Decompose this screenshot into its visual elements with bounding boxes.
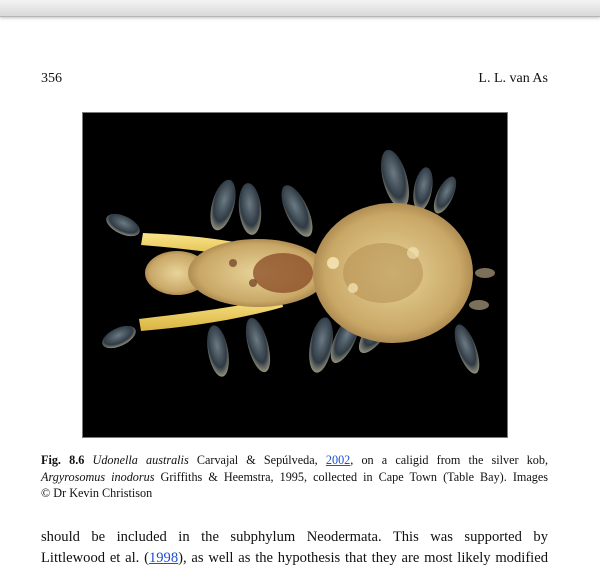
species-name: Udonella australis [92,453,189,467]
body-line-1: should be included in the subphylum Neodermata. This was supported by [41,529,548,545]
citation-link-1998[interactable]: 1998 [148,550,179,566]
figure-image [82,112,508,438]
body-paragraph [41,527,548,569]
species-authors: Carvajal & Sepúlveda, [196,453,318,467]
citation-link-2002[interactable]: 2002 [325,453,351,467]
figure-caption [41,452,548,502]
host-species-name: Argyrosomus inodorus [41,469,155,484]
copepod-photo [83,113,507,437]
caption-host-details: Griffiths & Heemstra, 1995, collected in Cape Town (Table Bay). Images [160,469,549,484]
body-line-2: Littlewood et al. (1998), as well as the hypothesis that they are most likely modified [41,550,549,566]
caption-host-intro: , on a caligid from the silver kob, [350,453,549,467]
viewer-toolbar [0,0,600,17]
running-head-author: L. L. van As [478,71,548,86]
page-number: 356 [41,71,62,86]
image-credit: © Dr Kevin Christison [41,486,153,500]
figure-label: Fig. 8.6 [41,453,85,467]
